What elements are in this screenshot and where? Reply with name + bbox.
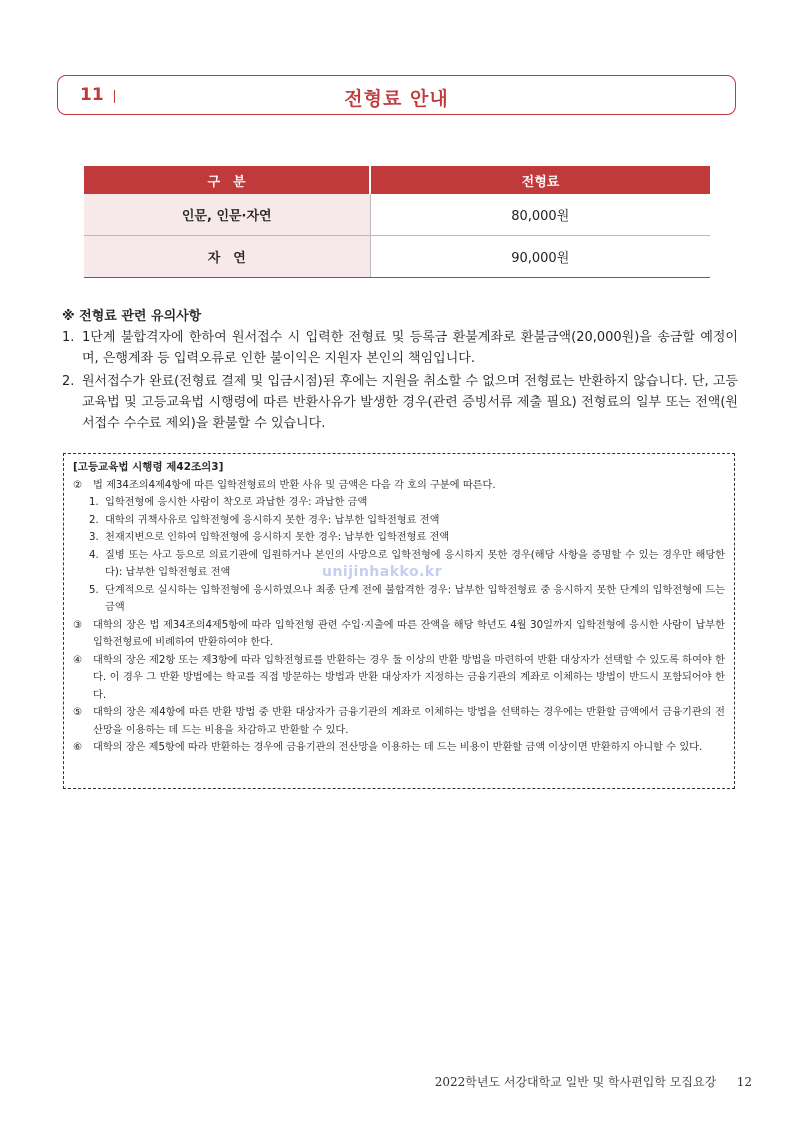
subitem-text: 단계적으로 실시하는 입학전형에 응시하였으나 최종 단계 전에 불합격한 경우: 납부한 입학전형료 중 응시하지 못한 단계의 입학전형에 드는 금액 [105,584,725,613]
header-fee: 전형료 [370,166,710,194]
paragraph-text: 대학의 장은 법 제34조의4제5항에 따라 입학전형 관련 수입·지출에 따른 잔액을 해당 학년도 4월 30일까지 입학전형에 응시한 사람이 납부한 입학전형료에 비례하여 반환하여야 한다. [93,619,725,648]
subitem-number: 5. [89,584,99,596]
law-subitem [89,582,725,617]
notes-list [62,327,738,436]
subitem-text: 입학전형에 응시한 사람이 착오로 과납한 경우: 과납한 금액 [105,497,368,508]
law-subitem [89,494,725,512]
header-category: 구 분 [84,166,370,194]
law-paragraph [73,652,725,705]
paragraph-mark: ④ [73,654,83,666]
note-number: 1. [62,330,75,345]
section-title: 전형료 안내 [344,88,449,110]
subitem-number: 3. [89,532,99,543]
section-number: 11 [80,85,104,105]
law-paragraph [73,617,725,652]
law-excerpt-box [63,453,735,789]
row-category: 인문, 인문·자연 [84,194,370,236]
law-title: [고등교육법 시행령 제42조의3] [73,461,224,473]
list-item [62,371,738,434]
paragraph-mark: ⑥ [73,742,83,753]
subitem-text: 질병 또는 사고 등으로 의료기관에 입원하거나 본인의 사망으로 입학전형에 응시하지 못한 경우(해당 사항을 증명할 수 있는 경우만 해당한다): 납부한 입학전형료 전액 [105,549,725,578]
paragraph-mark: ② [73,479,83,491]
law-subitem [89,529,725,547]
row-fee: 90,000원 [370,236,710,278]
page-number: 12 [736,1075,752,1089]
fee-table [84,166,710,278]
paragraph-text: 대학의 장은 제2항 또는 제3항에 따라 입학전형료를 반환하는 경우 둘 이상의 반환 방법을 마련하여 반환 대상자가 선택할 수 있도록 하여야 한다. 이 경우 그 반환 방법에는 학교를 직접 방문하는 방법과 반환 대상자가 지정하는 금융기관의 계좌로 이체하는 방법이 반드시 포함되어야 한다. [93,654,725,701]
section-header [57,75,736,115]
table-row [84,236,710,278]
note-text: 1단계 불합격자에 한하여 원서접수 시 입력한 전형료 및 등록금 환불계좌로 환불금액(20,000원)을 송금할 예정이며, 은행계좌 등 입력오류로 인한 불이익은 지원자 본인의 책임입니다. [82,330,738,366]
subitem-text: 대학의 귀책사유로 입학전형에 응시하지 못한 경우: 납부한 입학전형료 전액 [105,514,440,526]
paragraph-text: 대학의 장은 제4항에 따른 반환 방법 중 반환 대상자가 금융기관의 계좌로 이체하는 방법을 선택하는 경우에는 반환할 금액에서 금융기관의 전산망을 이용하는 데 드는 비용을 차감하고 반환할 수 있다. [93,707,725,736]
paragraph-mark: ⑤ [73,707,83,718]
law-paragraph [73,477,725,495]
subitem-number: 2. [89,514,99,526]
subitem-number: 4. [89,549,99,561]
note-number: 2. [62,374,75,389]
paragraph-text: 대학의 장은 제5항에 따라 반환하는 경우에 금융기관의 전산망을 이용하는 데 드는 비용이 반환할 금액 이상이면 반환하지 아니할 수 있다. [93,742,703,753]
watermark: unijinhakko.kr [322,564,443,580]
fee-table-header [84,166,710,194]
paragraph-mark: ③ [73,619,83,631]
subitem-number: 1. [89,497,99,508]
notes-title: ※ 전형료 관련 유의사항 [62,309,202,324]
note-text: 원서접수가 완료(전형료 결제 및 입금시점)된 후에는 지원을 취소할 수 없으며 전형료는 반환하지 않습니다. 단, 고등교육법 및 고등교육법 시행령에 따른 반환사유가 발생한 경우(관련 증빙서류 제출 필요) 전형료의 일부 또는 전액(원서접수 수수료 제외)을 환불할 수 있습니다. [82,374,738,431]
table-row [84,194,710,236]
law-paragraph [73,704,725,739]
paragraph-text: 법 제34조의4제4항에 따른 입학전형료의 반환 사유 및 금액은 다음 각 호의 구분에 따른다. [93,479,496,491]
page-footer [0,1073,752,1090]
row-fee: 80,000원 [370,194,710,236]
law-subitem [89,512,725,530]
footer-text: 2022학년도 서강대학교 일반 및 학사편입학 모집요강 [434,1075,717,1089]
subitem-text: 천재지변으로 인하여 입학전형에 응시하지 못한 경우: 납부한 입학전형료 전액 [105,532,450,543]
law-paragraph [73,739,725,757]
list-item [62,327,738,369]
row-category: 자 연 [84,236,370,278]
